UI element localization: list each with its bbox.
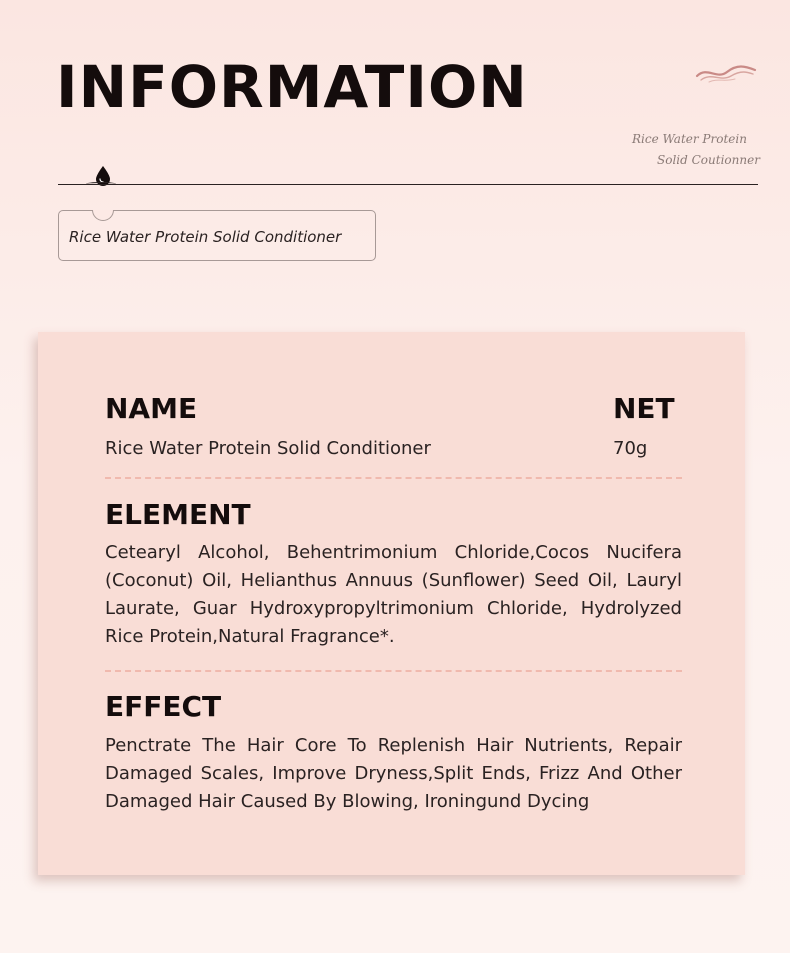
element-text: Cetearyl Alcohol, Behentrimonium Chloride,Cocos Nucifera (Coconut) Oil, Helianthus Annuus (Sunflower) Seed Oil, Lauryl Laurate, Guar Hydroxypropyltrimonium Chloride, Hydrolyzed Rice Protein,Natural Fragrance*.: [105, 542, 682, 647]
dashed-divider: [105, 477, 682, 479]
name-value: Rice Water Protein Solid Conditioner: [105, 438, 431, 459]
info-card-content: [105, 332, 682, 875]
script-caption-line-2: Solid Coutionner: [657, 153, 760, 167]
script-caption-line-1: Rice Water Protein: [632, 132, 747, 146]
net-value: 70g: [613, 438, 648, 459]
tag-notch: [92, 210, 114, 221]
header-divider: [58, 184, 758, 185]
decorative-swash-icon: [695, 62, 757, 84]
name-heading: NAME: [105, 392, 198, 425]
net-heading: NET: [613, 392, 675, 425]
effect-text: Penctrate The Hair Core To Replenish Hair Nutrients, Repair Damaged Scales, Improve Dryness,Split Ends, Frizz And Other Damaged Hair Caused By Blowing, Ironingund Dycing: [105, 735, 682, 812]
effect-heading: EFFECT: [105, 690, 222, 723]
element-heading: ELEMENT: [105, 498, 251, 531]
dashed-divider: [105, 670, 682, 672]
page-title: INFORMATION: [56, 53, 528, 121]
product-tag: [58, 210, 376, 261]
info-card: [38, 332, 745, 875]
product-tag-label: Rice Water Protein Solid Conditioner: [69, 228, 342, 246]
